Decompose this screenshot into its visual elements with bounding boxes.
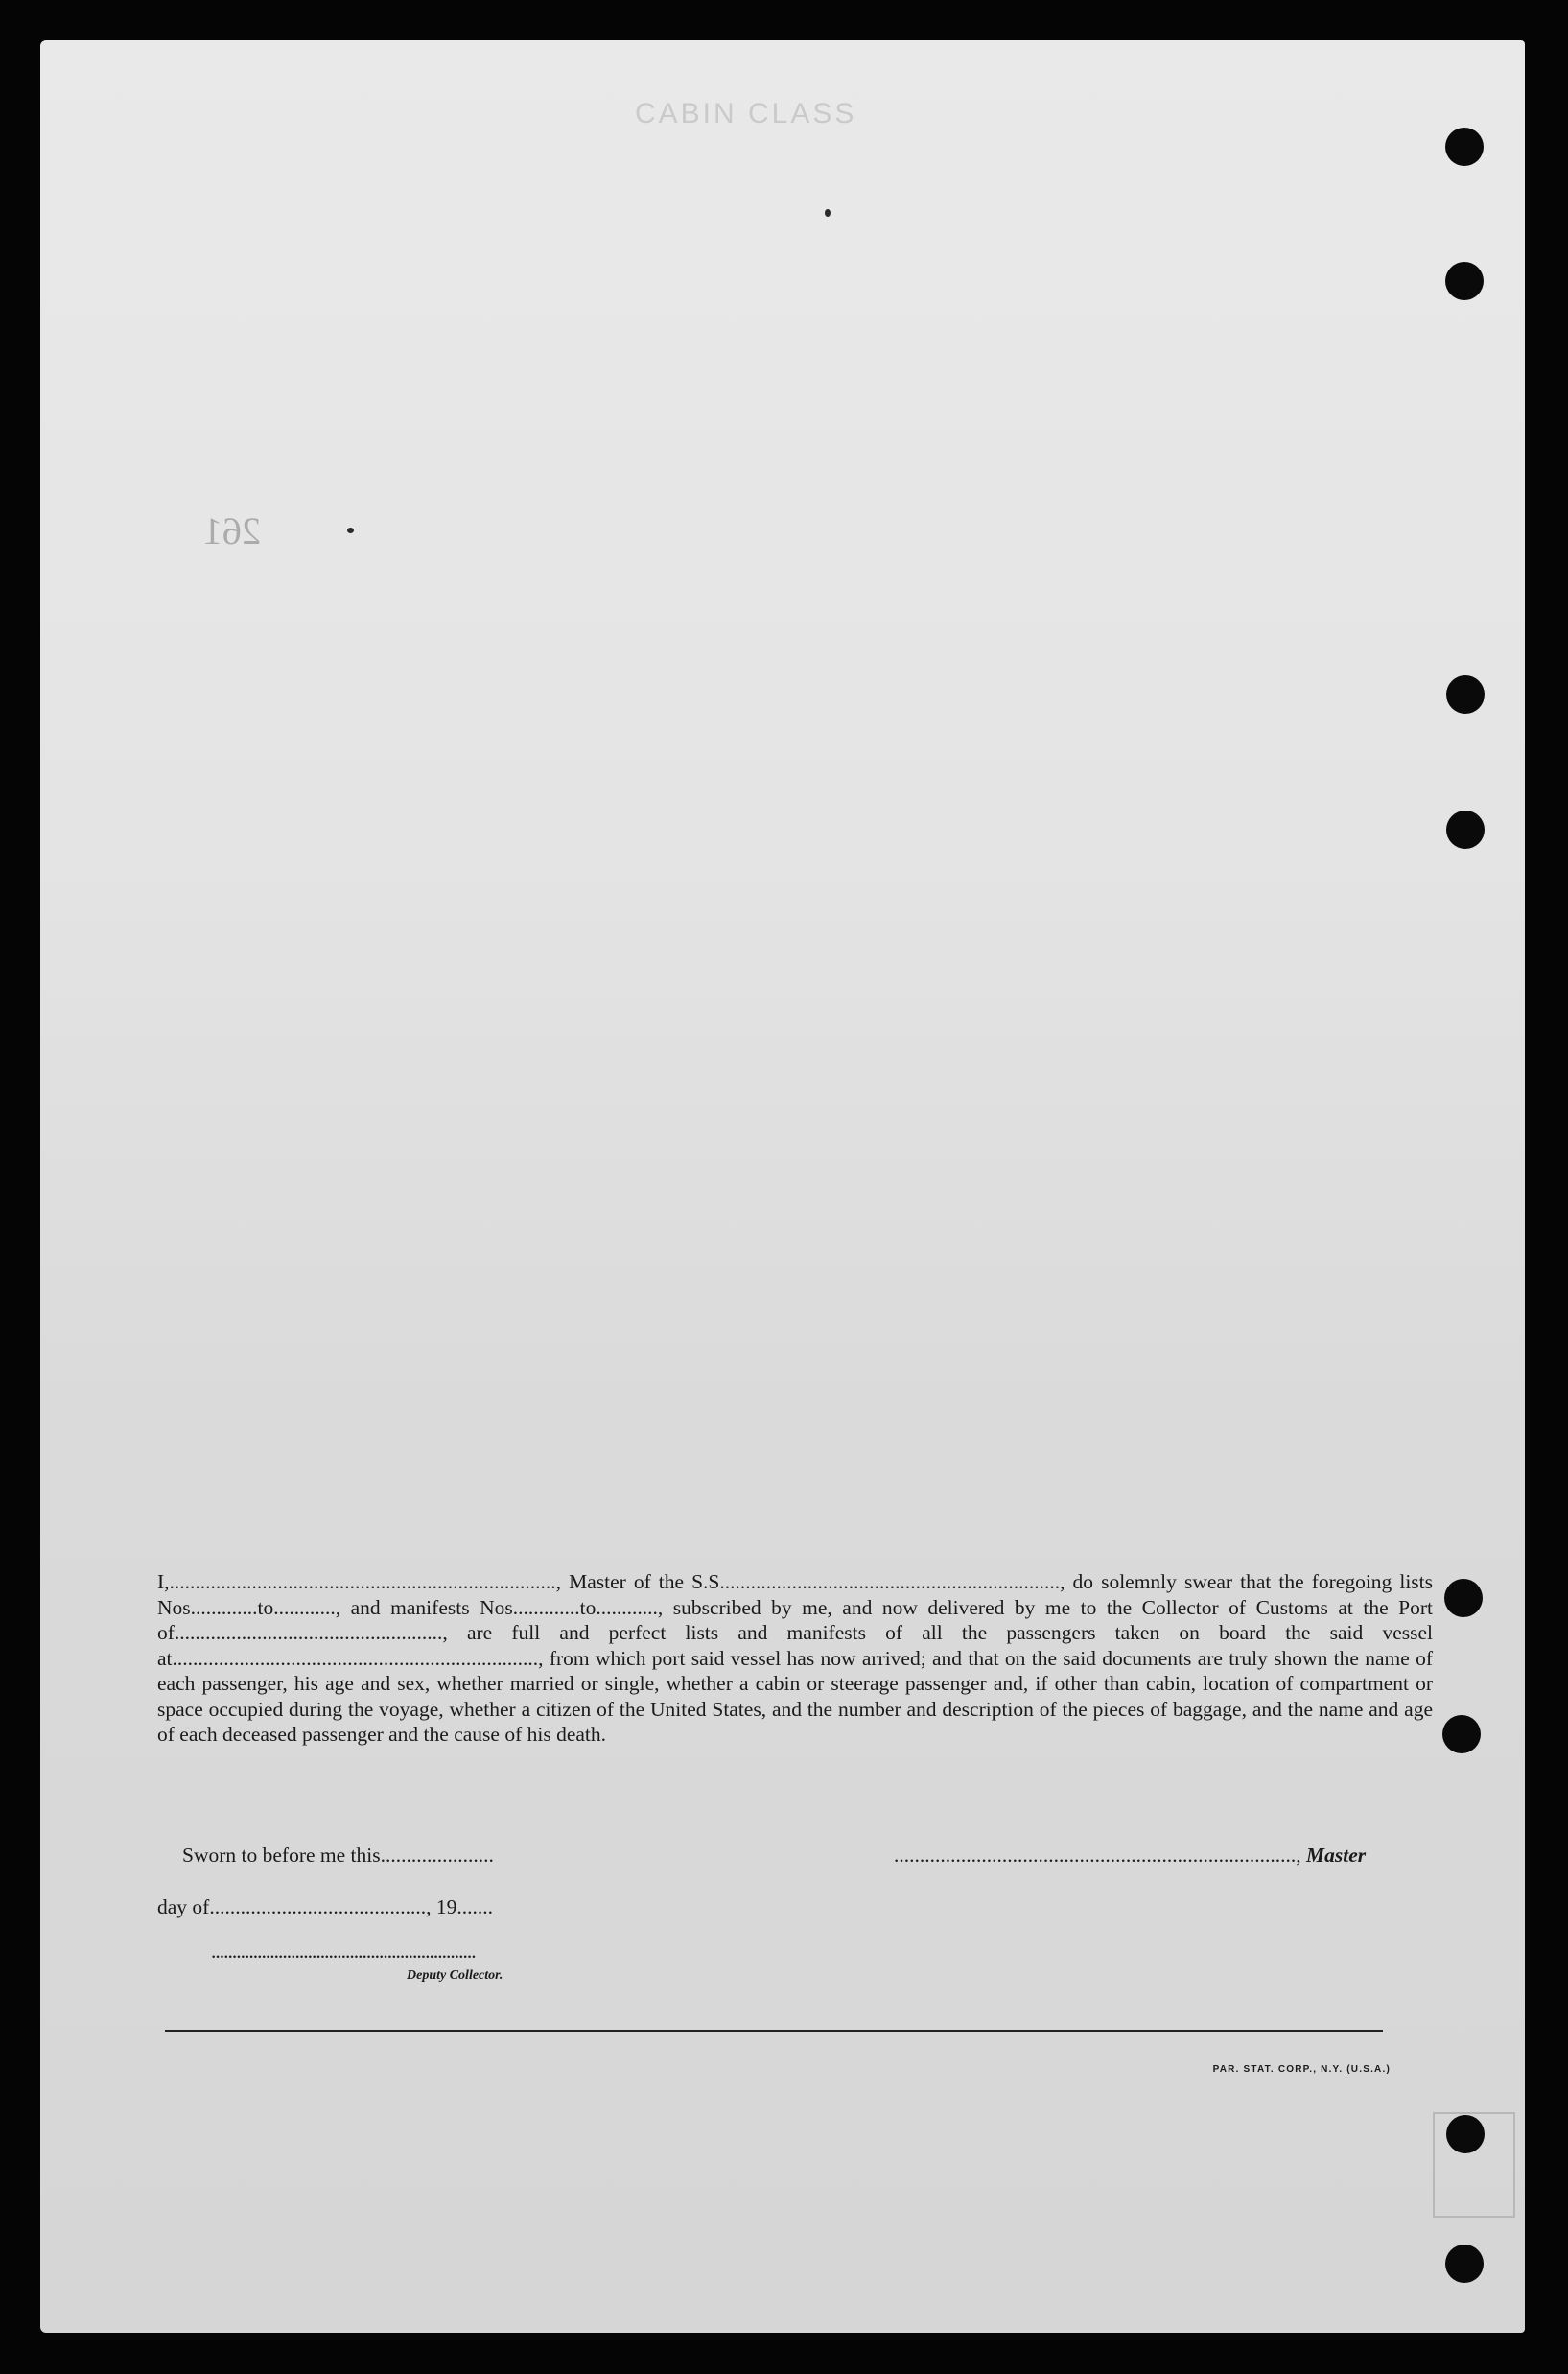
punch-hole	[1446, 811, 1485, 849]
faint-page-number: 261	[203, 509, 261, 552]
faint-header-text: CABIN CLASS	[635, 98, 857, 129]
deputy-collector-label: Deputy Collector.	[407, 1968, 503, 1983]
punch-hole	[1445, 128, 1484, 166]
sworn-line	[182, 1844, 494, 1868]
master-dots: ..............................................................................,	[894, 1844, 1301, 1867]
sworn-text: Sworn to before me this......................	[182, 1844, 494, 1867]
deputy-dots: ...............................................................	[211, 1939, 476, 1963]
ink-speck	[347, 528, 354, 533]
deputy-signature-line	[211, 1939, 476, 1963]
punch-hole	[1446, 2115, 1485, 2153]
printer-imprint: PAR. STAT. CORP., N.Y. (U.S.A.)	[1212, 2064, 1391, 2075]
punch-hole	[1442, 1715, 1481, 1753]
punch-hole	[1445, 2245, 1484, 2283]
oath-text: I,..........................................................................., Master of the S.S.................................................................., do solemnly swear that the foregoing lists Nos.............to............, and manifests Nos.............to............, subscribed by me, and now delivered by me to the Collector of Customs at the Port of...................................................., are full and perfect lists and manifests of all the passengers taken on board the said vessel at......................................................................., from which port said vessel has now arrived; and that on the said documents are truly shown the name of each passenger, his age and sex, whether married or single, whether a cabin or steerage passenger and, if other than cabin, location of compartment or space occupied during the voyage, whether a citizen of the United States, and the number and description of the pieces of baggage, and the name and age of each deceased passenger and the cause of his death.	[157, 1570, 1433, 1746]
master-label: Master	[1306, 1844, 1367, 1867]
ink-speck	[825, 209, 831, 217]
day-line	[157, 1895, 493, 1919]
oath-paragraph	[157, 1569, 1433, 1748]
day-text: day of.........................................., 19.......	[157, 1895, 493, 1918]
punch-hole	[1445, 262, 1484, 300]
punch-hole	[1444, 1579, 1483, 1617]
punch-hole	[1446, 675, 1485, 714]
document-page	[40, 40, 1525, 2333]
master-signature-line	[894, 1844, 1366, 1868]
bottom-rule	[165, 2030, 1383, 2032]
